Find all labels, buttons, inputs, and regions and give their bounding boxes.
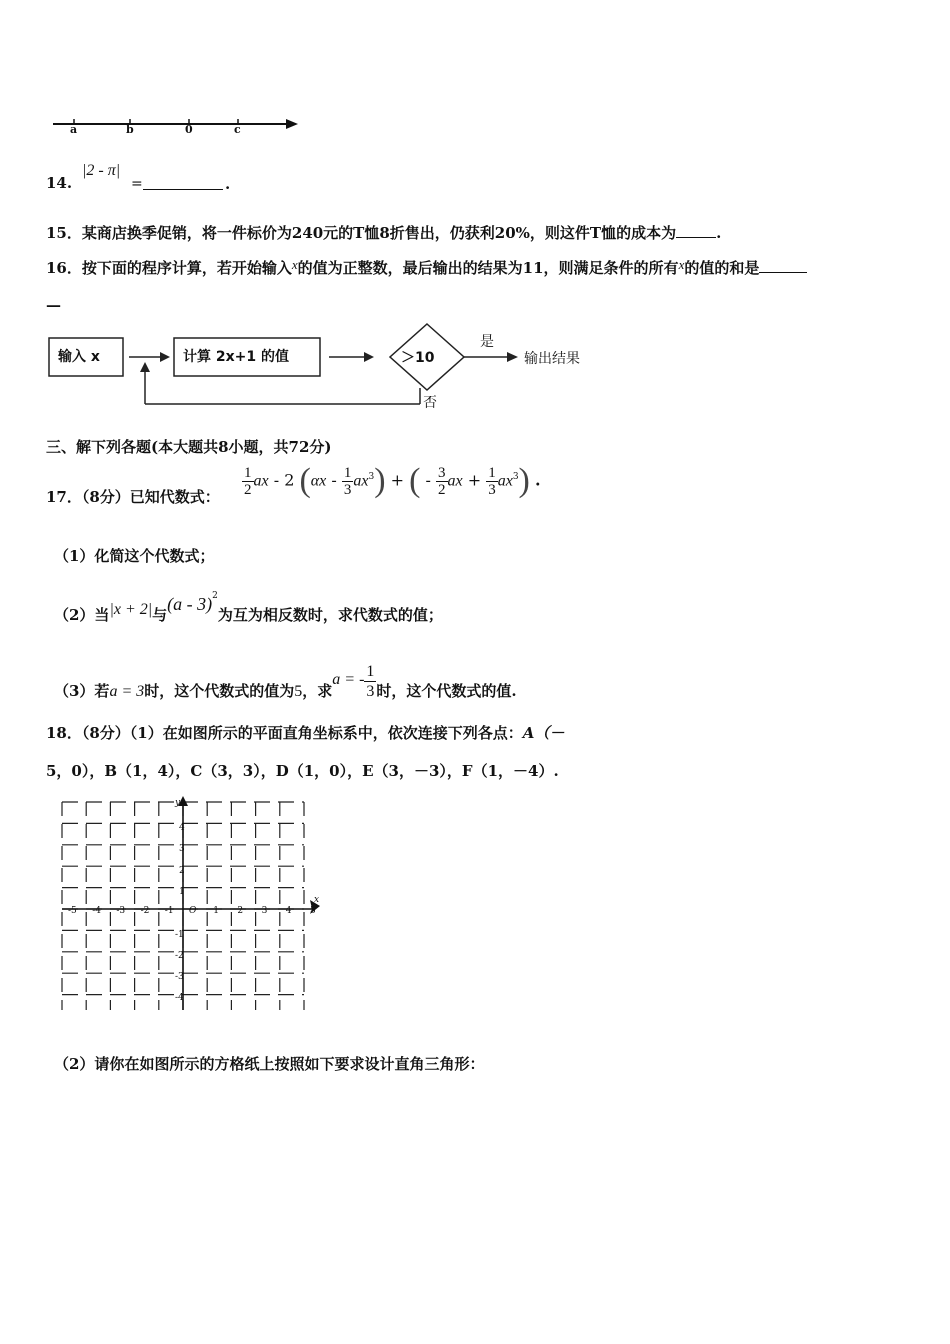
number-line-label-a: a bbox=[70, 123, 78, 136]
question-15 bbox=[46, 222, 721, 243]
grid-y-tick-label: -3 bbox=[175, 972, 184, 982]
a-equals-neg: a = - bbox=[332, 671, 365, 688]
grid-x-tick-label: -5 bbox=[68, 906, 77, 916]
flowchart-condition-label: ＞10 bbox=[401, 350, 435, 366]
question-17-part-2-with: 与 bbox=[152, 606, 168, 624]
question-17-part-2-post: 为互为相反数时，求代数式的值； bbox=[217, 606, 443, 624]
number-line-label-c: c bbox=[234, 123, 241, 136]
question-18-line-1-text: 18．（8分）（1）在如图所示的平面直角坐标系中，依次连接下列各点： bbox=[46, 724, 523, 742]
question-15-text: 15．某商店换季促销，将一件标价为240元的T恤8折售出，仍获利20%，则这件T恤的成本为 bbox=[46, 224, 677, 242]
grid-y-tick-label: 3 bbox=[179, 844, 185, 854]
grid-y-tick-label: 4 bbox=[179, 823, 185, 833]
question-17-part-2 bbox=[54, 591, 443, 625]
grid-x-tick-label: -4 bbox=[92, 906, 101, 916]
grid-x-tick-label: 3 bbox=[261, 906, 268, 916]
question-18-part-2: （2）请你在如图所示的方格纸上按照如下要求设计直角三角形： bbox=[54, 1055, 485, 1073]
grid-y-tick-label: 2 bbox=[179, 866, 185, 876]
question-17-expression: $\frac{1}{2}$ ax - 2 (αx - $\frac{1}{3}$ $ax^3$) + ( - $\frac{3}{2}$ ax + $\frac{1}{3}$ $ax^3$) . bbox=[244, 462, 541, 499]
question-18-line-1 bbox=[46, 722, 564, 743]
question-14-number: 14. bbox=[46, 174, 73, 192]
question-16-mid: 的值为正整数，最后输出的结果为11，则满足条件的所有 bbox=[297, 259, 679, 277]
flowchart-input-label: 输入 x bbox=[58, 349, 100, 365]
grid-x-axis-label: x bbox=[314, 895, 320, 905]
flowchart-yes-label: 是 bbox=[480, 334, 494, 350]
flowchart-compute-label: 计算 2x+1 的值 bbox=[183, 349, 289, 365]
fraction-three-halves: $\frac{3}{2}$ bbox=[438, 464, 446, 498]
question-17-part-3-post: 时，这个代数式的值. bbox=[376, 682, 517, 700]
number-line bbox=[50, 112, 310, 142]
fraction-one-half: $\frac{1}{2}$ bbox=[244, 464, 252, 498]
grid-x-tick-label: -3 bbox=[116, 906, 126, 916]
question-16-continuation: — bbox=[46, 296, 61, 314]
question-15-end: . bbox=[716, 224, 722, 242]
question-18-line-2: 5，0），B（1，4），C（3，3），D（1，0），E（3，－3），F（1，－4）. bbox=[46, 762, 559, 780]
question-16-pre: 16．按下面的程序计算，若开始输入 bbox=[46, 259, 292, 277]
question-16-var-2: x bbox=[678, 257, 685, 272]
number-line-label-0: 0 bbox=[185, 123, 193, 136]
coordinate-grid bbox=[58, 796, 324, 1014]
question-17-part-3-mid1: 时，这个代数式的值为 bbox=[144, 682, 295, 700]
question-17-part-2-pre: （2）当 bbox=[54, 606, 110, 624]
question-16-post: 的值的和是 bbox=[684, 259, 760, 277]
grid-y-tick-label: -2 bbox=[175, 951, 184, 961]
exponent-2: 2 bbox=[212, 591, 218, 601]
a-minus-3-squared: (a - 3) bbox=[167, 594, 213, 614]
grid-x-tick-label: O bbox=[189, 906, 197, 916]
question-17-head: 17．（8分）已知代数式： bbox=[46, 488, 220, 506]
section-3-title: 三、解下列各题(本大题共8小题，共72分) bbox=[46, 438, 332, 456]
grid-x-tick-label: 1 bbox=[213, 906, 219, 916]
question-14-blank bbox=[143, 189, 223, 190]
grid-y-axis-label: y bbox=[175, 798, 181, 808]
question-16 bbox=[46, 257, 807, 278]
question-17-part-1: （1）化简这个代数式； bbox=[54, 547, 215, 565]
question-16-blank bbox=[759, 272, 807, 273]
question-18-point-a: A（－ bbox=[522, 724, 565, 742]
question-16-var-1: x bbox=[291, 257, 298, 272]
question-14 bbox=[46, 174, 72, 192]
number-line-label-b: b bbox=[126, 123, 134, 136]
flowchart-output-label: 输出结果 bbox=[524, 351, 580, 367]
a-equals-3: a = 3 bbox=[109, 683, 145, 700]
abs-x-plus-2: |x + 2| bbox=[109, 601, 153, 618]
grid-x-tick-label: -2 bbox=[140, 906, 150, 916]
question-17-part-3 bbox=[54, 662, 517, 701]
grid-x-tick-label: -1 bbox=[164, 906, 174, 916]
question-14-equals: = bbox=[131, 176, 143, 192]
question-14-expression: |2 - π| bbox=[82, 162, 121, 179]
question-17-part-3-mid2: ，求 bbox=[302, 682, 333, 700]
fraction-one-third-2: $\frac{1}{3}$ bbox=[488, 464, 496, 498]
question-15-blank bbox=[676, 237, 716, 238]
flowchart-diagram bbox=[44, 318, 644, 418]
grid-y-tick-label: -4 bbox=[175, 993, 184, 1003]
flowchart-no-label: 否 bbox=[423, 395, 437, 411]
value-5: 5 bbox=[294, 683, 303, 700]
question-17-part-3-pre: （3）若 bbox=[54, 682, 110, 700]
grid-y-tick-label: 1 bbox=[179, 887, 185, 897]
grid-x-tick-label: 2 bbox=[237, 906, 244, 916]
grid-x-tick-label: 5 bbox=[310, 906, 316, 916]
grid-x-tick-label: 4 bbox=[285, 906, 292, 916]
fraction-one-third-3: $\frac{1}{3}$ bbox=[366, 663, 375, 700]
question-14-end: . bbox=[225, 175, 231, 193]
grid-y-tick-label: -1 bbox=[175, 930, 184, 940]
fraction-one-third: $\frac{1}{3}$ bbox=[343, 464, 352, 498]
